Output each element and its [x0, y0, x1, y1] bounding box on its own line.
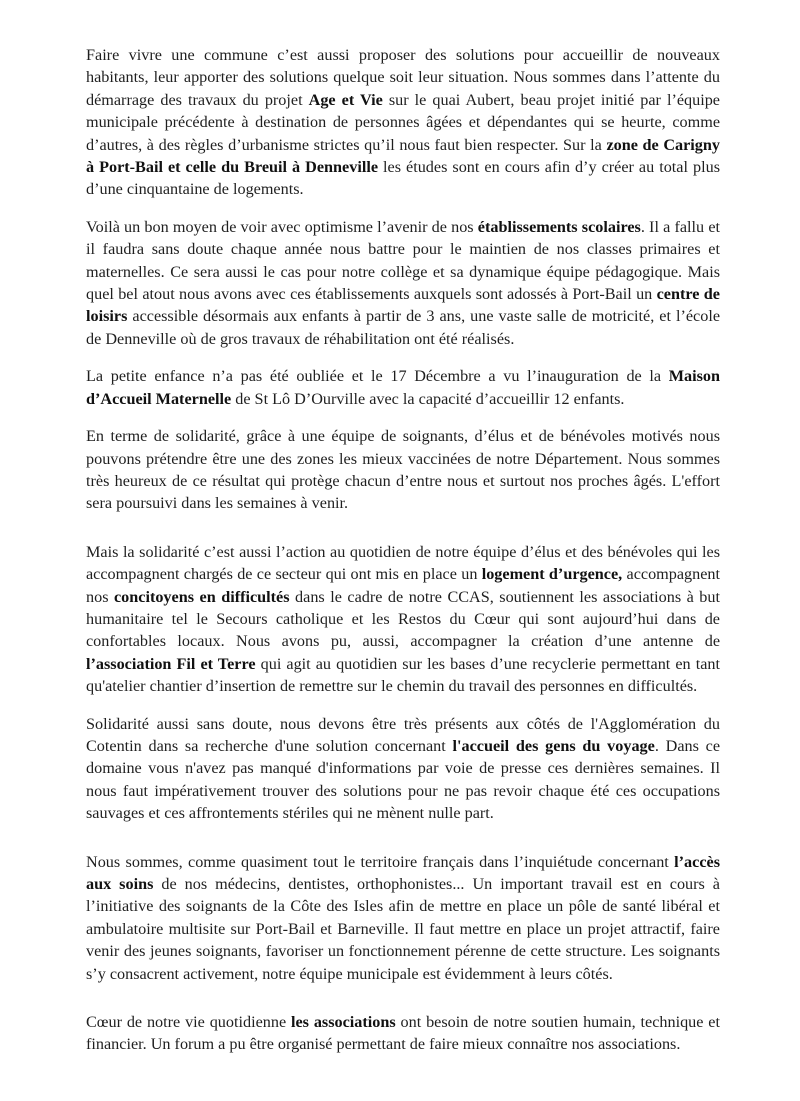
bold-phrase: concitoyens en difficultés [113, 587, 290, 606]
paragraph-p3 [86, 365, 720, 410]
bold-phrase: logement d’urgence, [481, 565, 623, 584]
text-run: accessible désormais aux enfants à partir de 3 ans, une vaste salle de motricité, et l’école de Denneville où de gros travaux de réhabilitation ont été réalisés. [86, 307, 720, 348]
bold-phrase: Maison d’Accueil Maternelle [86, 367, 720, 408]
paragraph-p8 [86, 1011, 720, 1056]
paragraph-p7 [86, 851, 720, 985]
text-run: de St Lô D’Ourville avec la capacité d’accueillir 12 enfants. [231, 389, 625, 408]
text-run: En terme de solidarité, grâce à une équipe de soignants, d’élus et de bénévoles motivés nous pouvons prétendre être une des zones les mieux vaccinées de notre Département. Nous sommes très heureux de ce résultat qui protège chacun d’entre nous et surtout nos proches âgés. L'effort sera poursuivi dans les semaines à venir. [86, 427, 720, 513]
text-run: les études sont en cours afin d’y créer au total plus d’une cinquantaine de logements. [86, 158, 720, 199]
text-run: ont besoin de notre soutien humain, technique et financier. Un forum a pu être organisé permettant de faire mieux connaître nos associations. [86, 1013, 720, 1054]
text-run: de nos médecins, dentistes, orthophonistes... Un important travail est en cours à l’initiative des soignants de la Côte des Isles afin de mettre en place un pôle de santé libéral et ambulatoire multisite sur Port-Bail et Barneville. Il faut mettre en place un projet attractif, faire venir des jeunes soignants, favoriser un fonctionnement pérenne de cette structure. Les soignants s’y consacrent activement, notre équipe municipale est évidemment à leurs côtés. [86, 875, 720, 983]
text-run: Voilà un bon moyen de voir avec optimisme l’avenir de nos [86, 217, 478, 236]
bold-phrase: établissements scolaires [477, 217, 641, 236]
bold-phrase: zone de Carigny à Port-Bail et celle du Breuil à Denneville [86, 135, 720, 177]
bold-phrase: les associations [291, 1013, 396, 1032]
paragraph-p4 [86, 425, 720, 515]
text-run: Solidarité aussi sans doute, nous devons être très présents aux côtés de l'Agglomération du Cotentin dans sa recherche d'une solution concernant [86, 714, 720, 755]
text-run: Nous sommes, comme quasiment tout le territoire français dans l’inquiétude concernant [86, 852, 675, 871]
paragraph-p2 [86, 216, 720, 350]
bold-phrase: centre de loisirs [86, 285, 720, 326]
text-run: . Il a fallu et il faudra sans doute chaque année nous battre pour le maintien de nos classes primaires et maternelles. Ce sera aussi le cas pour notre collège et sa dynamique équipe pédagogique. Mais quel bel atout nous avons avec ces établissements auxquels sont adossés à Port-Bail un [86, 217, 720, 304]
paragraph-p5 [86, 541, 720, 698]
bold-phrase: l’accès aux soins [86, 852, 720, 893]
text-run: La petite enfance n’a pas été oubliée et le 17 Décembre a vu l’inauguration de la [86, 367, 669, 386]
text-run: qui agit au quotidien sur les bases d’une recyclerie permettant en tant qu'atelier chantier d’insertion de remettre sur le chemin du travail des personnes en difficultés. [86, 654, 720, 696]
text-run: Cœur de notre vie quotidienne [86, 1013, 291, 1032]
text-run: . Dans ce domaine vous n'avez pas manqué d'informations par voie de presse ces dernières semaines. Il nous faut impérativement trouver des solutions pour ne pas revoir chaque été ces occupations sauvages et ces affrontements stériles qui ne mènent nulle part. [86, 736, 721, 823]
bold-phrase: l’association Fil et Terre [86, 654, 256, 673]
text-run: dans le cadre de notre CCAS, soutiennent les associations à but humanitaire tel le Secours catholique et les Restos du Cœur qui sont aujourd’hui dans de confortables locaux. Nous avons pu, aussi, accompagner la création d’une antenne de [86, 587, 720, 651]
paragraph-p1 [86, 44, 720, 201]
text-run: accompagnent nos [86, 565, 720, 606]
bold-phrase: Age et Vie [308, 90, 383, 109]
text-run: Mais la solidarité c’est aussi l’action au quotidien de notre équipe d’élus et des bénévoles qui les accompagnent chargés de ce secteur qui ont mis en place un [86, 542, 720, 584]
bold-phrase: l'accueil des gens du voyage [452, 736, 655, 755]
text-run: sur le quai Aubert, beau projet initié par l’équipe municipale précédente à destination de personnes âgées et dépendantes qui se heurte, comme d’autres, à des règles d’urbanisme strictes qu’il nous faut bien respecter. Sur la [86, 90, 720, 154]
text-run: Faire vivre une commune c’est aussi proposer des solutions pour accueillir de nouveaux habitants, leur apporter des solutions quelque soit leur situation. Nous sommes dans l’attente du démarrage des travaux du projet [86, 46, 720, 109]
document-body [86, 44, 720, 1056]
paragraph-p6 [86, 713, 720, 825]
